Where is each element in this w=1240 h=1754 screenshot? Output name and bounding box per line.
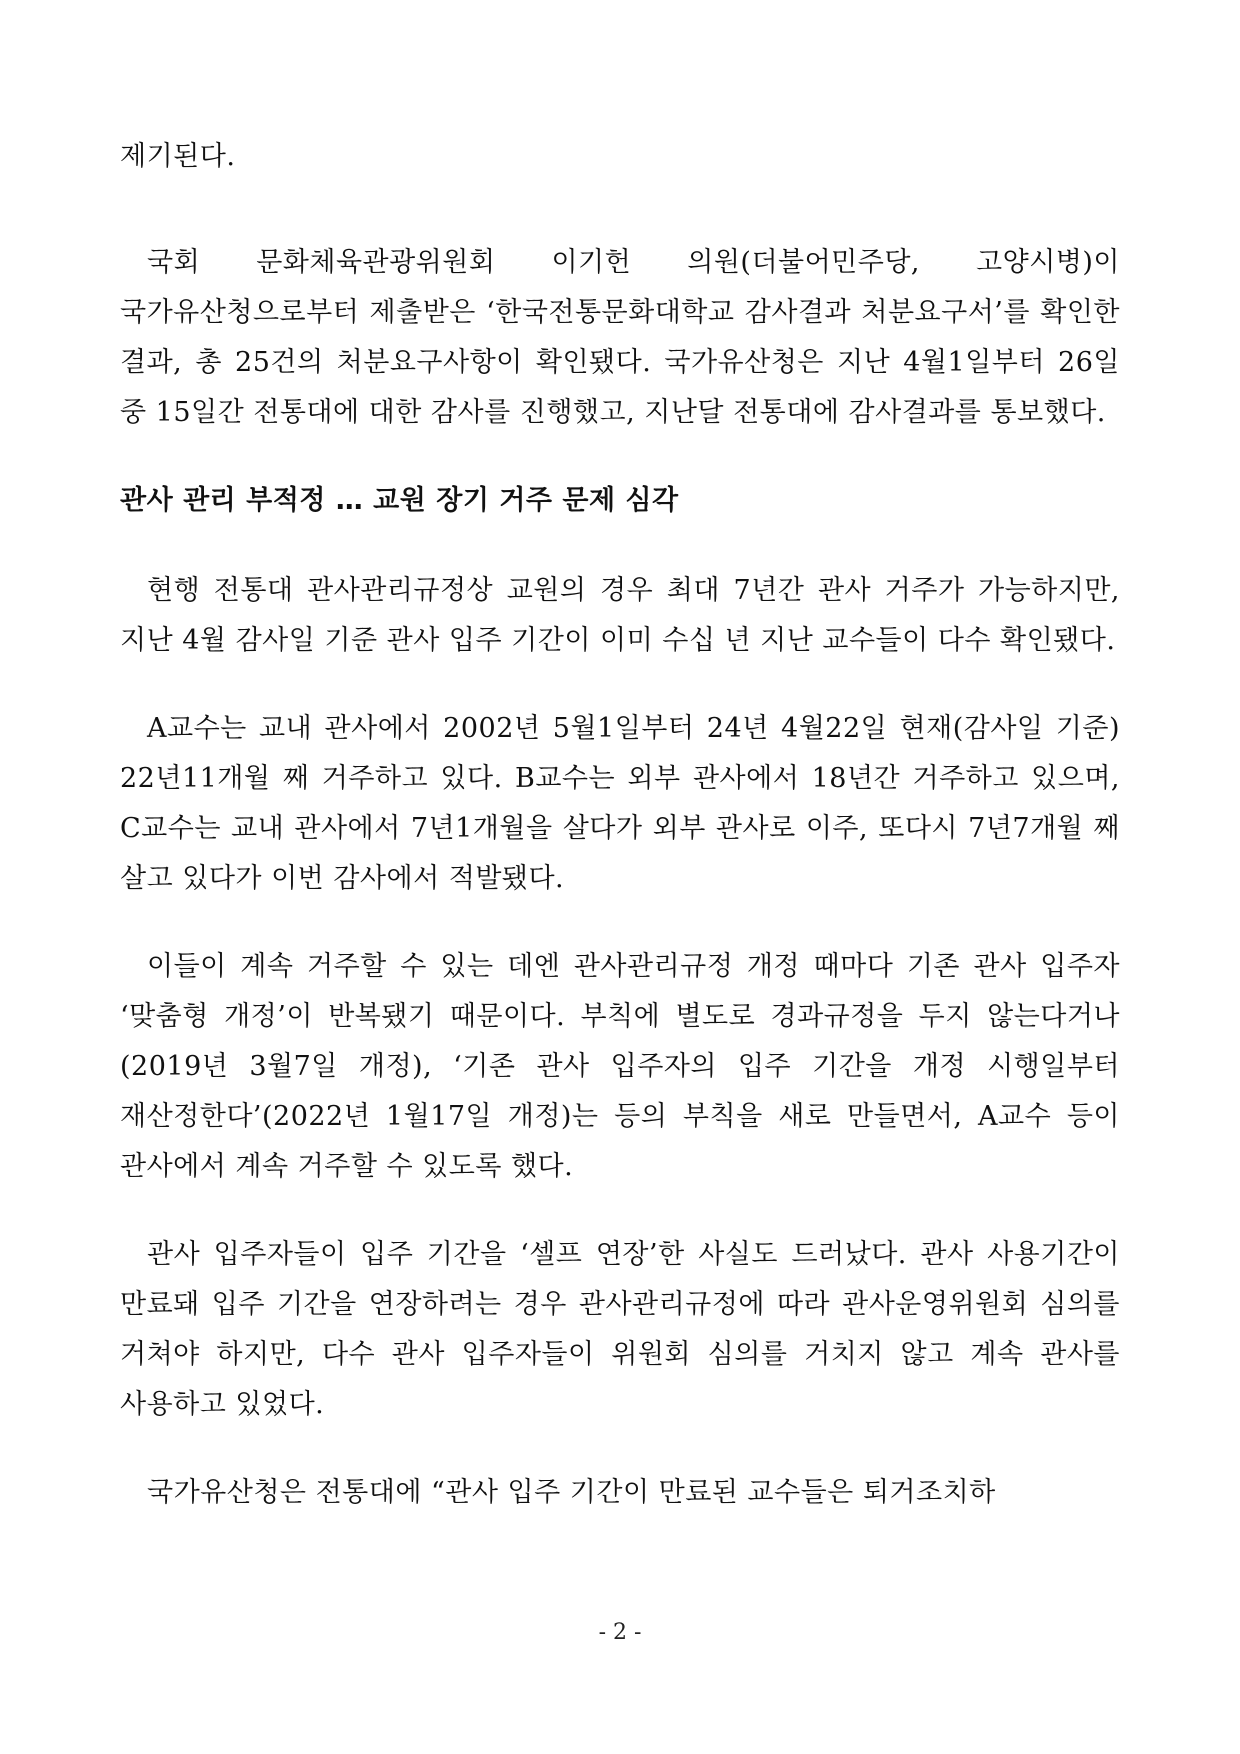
paragraph-continuation: 제기된다. bbox=[120, 141, 236, 172]
document-body bbox=[120, 132, 1120, 1556]
section-heading: 관사 관리 부적정 … 교원 장기 거주 문제 심각 bbox=[120, 485, 679, 516]
paragraph-rule-amendments: 이들이 계속 거주할 수 있는 데엔 관사관리규정 개정 때마다 기존 관사 입주자 ‘맞춤형 개정’이 반복됐기 때문이다. 부칙에 별도로 경과규정을 두지 않는다거나(2019년 3월7일 개정), ‘기존 관사 입주자의 입주 기간을 개정 시행일부터 재산정한다’(2022년 1월17일 개정)는 등의 부칙을 새로 만들면서, A교수 등이 관사에서 계속 거주할 수 있도록 했다. bbox=[120, 951, 1120, 1182]
paragraph-professor-cases: A교수는 교내 관사에서 2002년 5월1일부터 24년 4월22일 현재(감사일 기준) 22년11개월 째 거주하고 있다. B교수는 외부 관사에서 18년간 거주하고 있으며, C교수는 교내 관사에서 7년1개월을 살다가 외부 관사로 이주, 또다시 7년7개월 째 살고 있다가 이번 감사에서 적발됐다. bbox=[120, 713, 1120, 894]
paragraph-agency-order: 국가유산청은 전통대에 “관사 입주 기간이 만료된 교수들은 퇴거조치하 bbox=[147, 1477, 996, 1508]
page-number: - 2 - bbox=[598, 1620, 642, 1645]
paragraph-housing-rule: 현행 전통대 관사관리규정상 교원의 경우 최대 7년간 관사 거주가 가능하지만, 지난 4월 감사일 기준 관사 입주 기간이 이미 수십 년 지난 교수들이 다수 확인됐다. bbox=[120, 575, 1120, 656]
paragraph-self-extension: 관사 입주자들이 입주 기간을 ‘셀프 연장’한 사실도 드러났다. 관사 사용기간이 만료돼 입주 기간을 연장하려는 경우 관사관리규정에 따라 관사운영위원회 심의를 거쳐야 하지만, 다수 관사 입주자들이 위원회 심의를 거치지 않고 계속 관사를 사용하고 있었다. bbox=[120, 1239, 1120, 1420]
paragraph-audit-request: 국회 문화체육관광위원회 이기헌 의원(더불어민주당, 고양시병)이 국가유산청으로부터 제출받은 ‘한국전통문화대학교 감사결과 처분요구서’를 확인한 결과, 총 25건의 처분요구사항이 확인됐다. 국가유산청은 지난 4월1일부터 26일 중 15일간 전통대에 대한 감사를 진행했고, 지난달 전통대에 감사결과를 통보했다. bbox=[120, 247, 1120, 428]
